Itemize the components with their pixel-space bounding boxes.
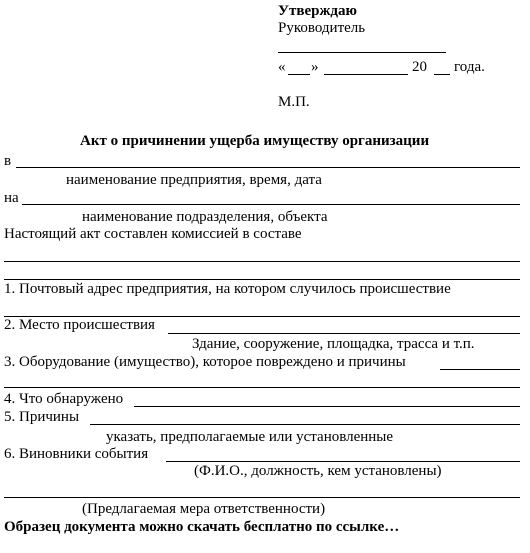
approval-title: Утверждаю (278, 3, 357, 19)
day-blank (288, 74, 310, 75)
responsibility-line (4, 497, 520, 498)
commission-text: Настоящий акт составлен комиссией в составе (4, 226, 302, 242)
item-2-line (168, 333, 520, 334)
org-blank (16, 167, 520, 168)
item-4-label: 4. Что обнаружено (4, 391, 124, 407)
on-prefix: на (4, 190, 19, 206)
item-6-line (166, 461, 520, 462)
item-6-hint: (Ф.И.О., должность, кем установлены) (194, 463, 442, 479)
item-2-hint: Здание, сооружение, площадка, трасса и т.п. (192, 336, 475, 352)
item-5-label: 5. Причины (4, 409, 80, 425)
item-3-label: 3. Оборудование (имущество), которое повреждено и причины (4, 354, 406, 370)
date-close-quote: » (311, 59, 319, 75)
item-5-hint: указать, предполагаемые или установленные (106, 429, 394, 445)
month-blank (324, 74, 408, 75)
commission-line-2 (4, 279, 520, 280)
in-prefix: в (4, 153, 12, 169)
year-suffix: года. (454, 59, 485, 75)
signature-line (278, 52, 446, 53)
approval-position: Руководитель (278, 20, 366, 36)
item-5-line (90, 424, 520, 425)
item-4-line (134, 406, 520, 407)
item-3-line (4, 387, 520, 388)
document-title: Акт о причинении ущерба имуществу организации (80, 133, 430, 149)
year-prefix: 20 (412, 59, 427, 75)
item-1-label: 1. Почтовый адрес предприятия, на котором случилось происшествие (4, 281, 451, 297)
year-blank (434, 74, 450, 75)
measure-hint: (Предлагаемая мера ответственности) (82, 501, 326, 517)
stamp-label: М.П. (278, 94, 310, 110)
item-6-label: 6. Виновники события (4, 446, 149, 462)
unit-hint: наименование подразделения, объекта (82, 209, 328, 225)
item-3-line-end (440, 369, 520, 370)
unit-blank (22, 204, 520, 205)
download-link[interactable]: Образец документа можно скачать бесплатно по ссылке… (4, 519, 400, 535)
date-open-quote: « (278, 59, 286, 75)
commission-line-1 (4, 261, 520, 262)
item-2-label: 2. Место происшествия (4, 317, 155, 333)
org-hint: наименование предприятия, время, дата (66, 172, 322, 188)
